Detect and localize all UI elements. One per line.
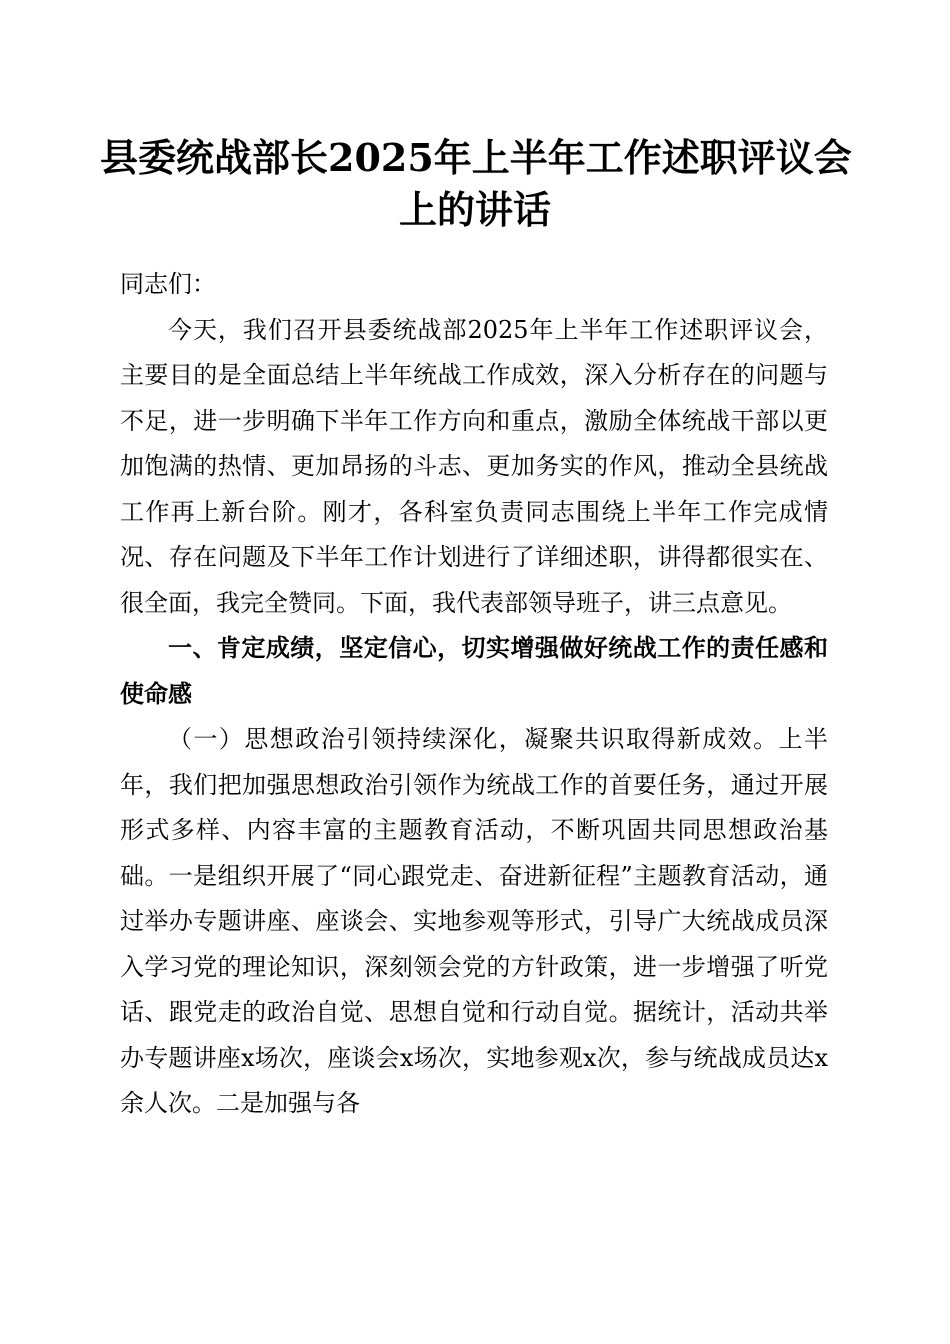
subsection-paragraph: （一）思想政治引领持续深化，凝聚共识取得新成效。上半年，我们把加强思想政治引领作为统战工作的首要任务，通过开展形式多样、内容丰富的主题教育活动，不断巩固共同思想政治基础。一是组织开展了“同心跟党走、奋进新征程”主题教育活动，通过举办专题讲座、座谈会、实地参观等形式，引导广大统战成员深入学习党的理论知识，深刻领会党的方针政策，进一步增强了听党话、跟党走的政治自觉、思想自觉和行动自觉。据统计，活动共举办专题讲座x场次，座谈会x场次，实地参观x次，参与统战成员达x余人次。二是加强与各 [120, 725, 828, 1117]
section-heading: 一、肯定成绩，坚定信心，切实增强做好统战工作的责任感和使命感 [120, 634, 828, 708]
title-line-1: 县委统战部长2025年上半年工作述职评议会 [100, 135, 852, 180]
document-title [100, 132, 850, 236]
greeting: 同志们： [120, 270, 216, 298]
document-body [120, 262, 828, 1127]
opening-paragraph: 今天，我们召开县委统战部2025年上半年工作述职评议会，主要目的是全面总结上半年统战工作成效，深入分析存在的问题与不足，进一步明确下半年工作方向和重点，激励全体统战干部以更加饱满的热情、更加昂扬的斗志、更加务实的作风，推动全县统战工作再上新台阶。刚才，各科室负责同志围绕上半年工作完成情况、存在问题及下半年工作计划进行了详细述职，讲得都很实在、很全面，我完全赞同。下面，我代表部领导班子，讲三点意见。 [120, 315, 828, 617]
title-line-2: 上的讲话 [398, 187, 551, 232]
